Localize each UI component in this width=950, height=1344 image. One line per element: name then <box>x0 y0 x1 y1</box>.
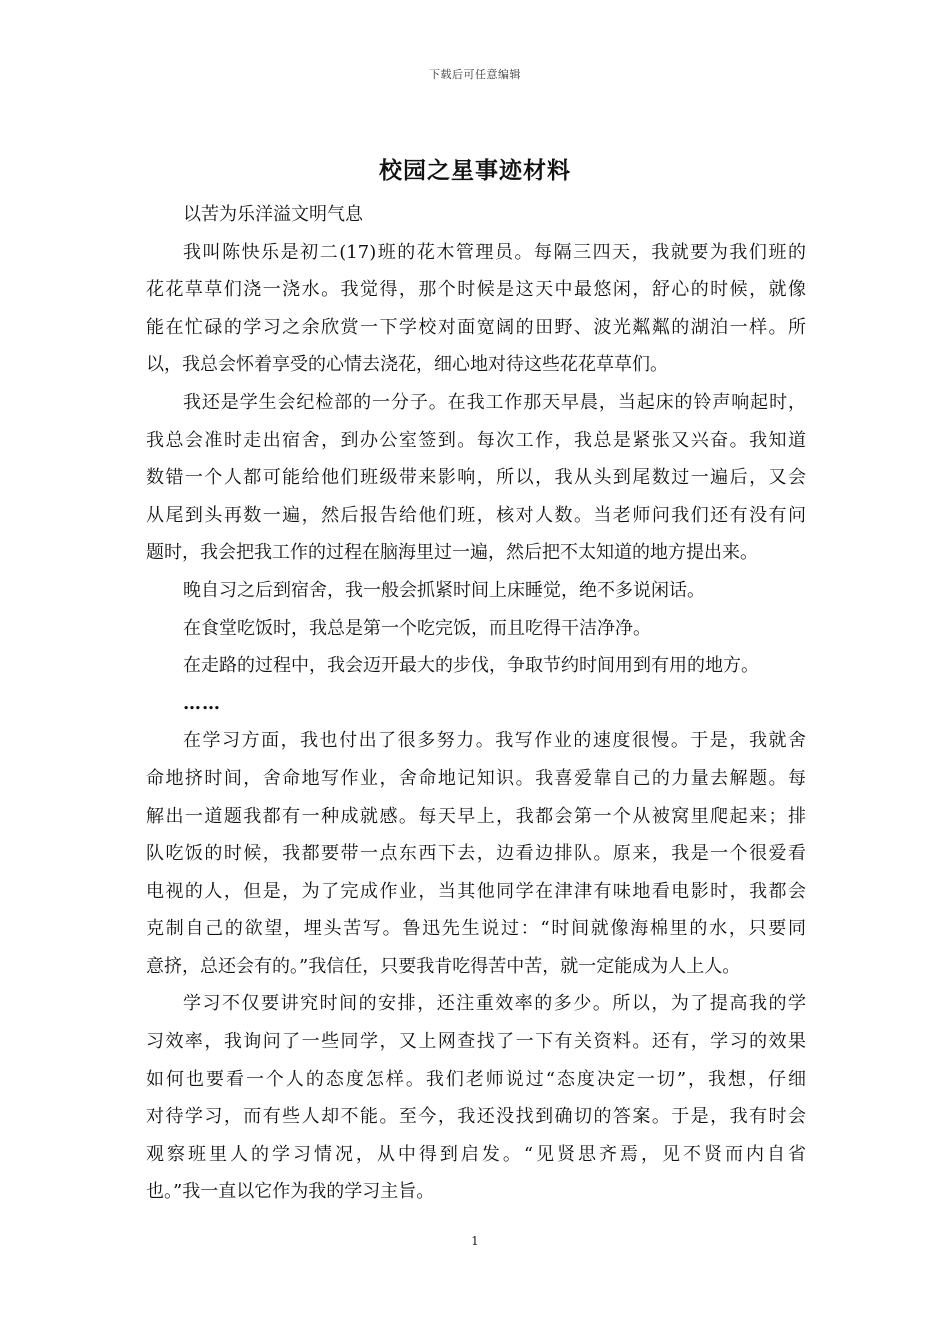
page-number: 1 <box>471 1234 479 1248</box>
paragraph-line: 克制自己的欲望，埋头苦写。鲁迅先生说过：“时间就像海棉里的水，只要同 <box>146 918 806 940</box>
paragraph-line: 意挤，总还会有的。”我信任，只要我肯吃得苦中苦，就一定能成为人上人。 <box>146 955 741 977</box>
paragraph-line: 我还是学生会纪检部的一分子。在我工作那天早晨，当起床的铃声响起时， <box>183 391 806 413</box>
paragraph-line: 解出一道题我都有一种成就感。每天早上，我都会第一个从被窝里爬起来；排 <box>146 805 806 827</box>
paragraph-line: 能在忙碌的学习之余欣赏一下学校对面宽阔的田野、波光粼粼的湖泊一样。所 <box>146 316 806 338</box>
paragraph-line: 也。”我一直以它作为我的学习主旨。 <box>146 1181 435 1203</box>
paragraph-line: 对待学习，而有些人却不能。至今，我还没找到确切的答案。于是，我有时会 <box>146 1106 806 1128</box>
paragraph-line: 在食堂吃饭时，我总是第一个吃完饭，而且吃得干洁净净。 <box>183 617 651 639</box>
document-title: 校园之星事迹材料 <box>379 157 571 184</box>
paragraph-line: 电视的人，但是，为了完成作业，当其他同学在津津有味地看电影时，我都会 <box>146 880 806 902</box>
header-note: 下载后可任意编辑 <box>429 68 521 81</box>
paragraph-line: 我总会准时走出宿舍，到办公室签到。每次工作，我总是紧张又兴奋。我知道 <box>146 429 806 451</box>
paragraph-line: 数错一个人都可能给他们班级带来影响，所以，我从头到尾数过一遍后，又会 <box>146 467 806 489</box>
paragraph-line: 如何也要看一个人的态度怎样。我们老师说过“态度决定一切”，我想，仔细 <box>146 1068 806 1090</box>
paragraph-line: 以，我总会怀着享受的心情去浇花，细心地对待这些花花草草们。 <box>146 354 668 376</box>
paragraph-line: 习效率，我询问了一些同学，又上网查找了一下有关资料。还有，学习的效果 <box>146 1031 806 1053</box>
document-body <box>146 196 806 1211</box>
paragraph-line: 在学习方面，我也付出了很多努力。我写作业的速度很慢。于是，我就舍 <box>183 730 806 752</box>
paragraph-line: 从尾到头再数一遍，然后报告给他们班，核对人数。当老师问我们还有没有问 <box>146 504 806 526</box>
paragraph-line: 花花草草们浇一浇水。我觉得，那个时候是这天中最悠闲，舒心的时候，就像 <box>146 279 806 301</box>
paragraph-line: 在走路的过程中，我会迈开最大的步伐，争取节约时间用到有用的地方。 <box>183 655 759 677</box>
subtitle: 以苦为乐洋溢文明气息 <box>183 204 363 225</box>
paragraph-line: 我叫陈快乐是初二(17)班的花木管理员。每隔三四天，我就要为我们班的 <box>183 241 806 263</box>
paragraph-line: 观察班里人的学习情况，从中得到启发。“见贤思齐焉，见不贤而内自省 <box>146 1143 806 1165</box>
paragraph-line: 题时，我会把我工作的过程在脑海里过一遍，然后把不太知道的地方提出来。 <box>146 542 758 564</box>
paragraph-line: 队吃饭的时候，我都要带一点东西下去，边看边排队。原来，我是一个很爱看 <box>146 843 806 865</box>
paragraph-line: 晚自习之后到宿舍，我一般会抓紧时间上床睡觉，绝不多说闲话。 <box>183 579 705 601</box>
paragraph-line: 命地挤时间，舍命地写作业，舍命地记知识。我喜爱靠自己的力量去解题。每 <box>146 767 806 789</box>
ellipsis-line: …… <box>183 692 221 714</box>
paragraph-line: 学习不仅要讲究时间的安排，还注重效率的多少。所以，为了提高我的学 <box>183 993 806 1015</box>
